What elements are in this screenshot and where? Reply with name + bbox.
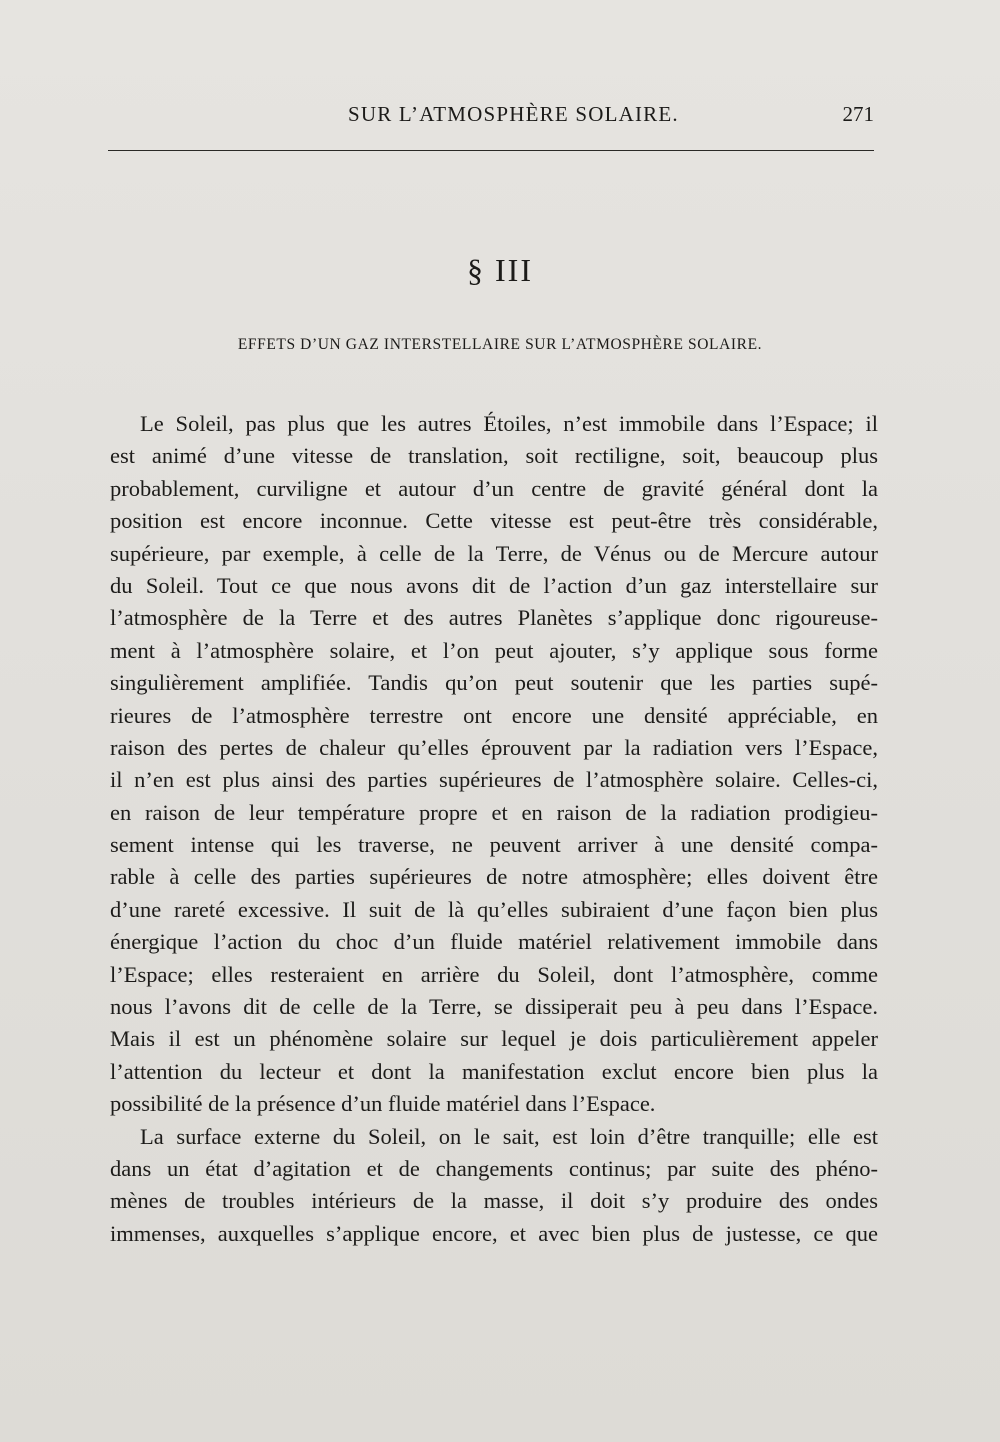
text-line: supérieure, par exemple, à celle de la Terre, de Vénus ou de Mercure autour xyxy=(110,540,878,566)
running-head xyxy=(108,98,874,132)
text-line: Mais il est un phénomène solaire sur lequel je dois particulièrement appeler xyxy=(110,1026,878,1052)
text-line: Le Soleil, pas plus que les autres Étoiles, n’est immobile dans l’Espace; il xyxy=(140,411,878,436)
text-line: l’Espace; elles resteraient en arrière du Soleil, dont l’atmosphère, comme xyxy=(110,961,878,987)
text-line: probablement, curviligne et autour d’un centre de gravité général dont la xyxy=(110,475,878,501)
text-line: ment à l’atmosphère solaire, et l’on peut ajouter, s’y applique sous forme xyxy=(110,637,878,663)
text-line: rable à celle des parties supérieures de notre atmosphère; elles doivent être xyxy=(110,864,878,890)
header-rule xyxy=(108,150,874,151)
section-number: § III xyxy=(467,252,533,288)
text-line: nous l’avons dit de celle de la Terre, se dissiperait peu à peu dans l’Espace. xyxy=(110,994,878,1020)
paragraph xyxy=(110,408,878,1121)
text-line: singulièrement amplifiée. Tandis qu’on peut soutenir que les parties supé- xyxy=(110,670,878,696)
paragraph xyxy=(110,1121,878,1251)
page-number: 271 xyxy=(842,102,874,126)
text-line: énergique l’action du choc d’un fluide matériel relativement immobile dans xyxy=(110,929,878,955)
text-line: l’attention du lecteur et dont la manifestation exclut encore bien plus la xyxy=(110,1058,878,1084)
text-line: mènes de troubles intérieurs de la masse, il doit s’y produire des ondes xyxy=(110,1188,878,1214)
text-line: d’une rareté excessive. Il suit de là qu’elles subiraient d’une façon bien plus xyxy=(110,896,878,922)
body-text xyxy=(110,408,878,1250)
text-line: rieures de l’atmosphère terrestre ont encore une densité appréciable, en xyxy=(110,702,878,728)
text-line: raison des pertes de chaleur qu’elles éprouvent par la radiation vers l’Espace, xyxy=(110,734,878,760)
text-line: possibilité de la présence d’un fluide matériel dans l’Espace. xyxy=(110,1091,656,1117)
running-title: SUR L’ATMOSPHÈRE SOLAIRE. xyxy=(348,102,679,126)
text-line: il n’en est plus ainsi des parties supérieures de l’atmosphère solaire. Celles-ci, xyxy=(110,767,878,793)
text-line: du Soleil. Tout ce que nous avons dit de l’action d’un gaz interstellaire sur xyxy=(110,572,878,598)
text-line: La surface externe du Soleil, on le sait, est loin d’être tranquille; elle est xyxy=(140,1123,878,1149)
text-line: dans un état d’agitation et de changements continus; par suite des phéno- xyxy=(110,1155,878,1181)
section-title: EFFETS D’UN GAZ INTERSTELLAIRE SUR L’ATMOSPHÈRE SOLAIRE. xyxy=(237,336,763,353)
text-line: en raison de leur température propre et en raison de la radiation prodigieu- xyxy=(110,799,878,825)
text-line: est animé d’une vitesse de translation, soit rectiligne, soit, beaucoup plus xyxy=(110,443,878,469)
text-line: position est encore inconnue. Cette vitesse est peut-être très considérable, xyxy=(110,508,878,534)
text-line: immenses, auxquelles s’applique encore, et avec bien plus de justesse, ce que xyxy=(110,1220,878,1246)
text-line: sement intense qui les traverse, ne peuvent arriver à une densité compa- xyxy=(110,832,878,858)
text-line: l’atmosphère de la Terre et des autres Planètes s’applique donc rigoureuse- xyxy=(110,605,878,631)
